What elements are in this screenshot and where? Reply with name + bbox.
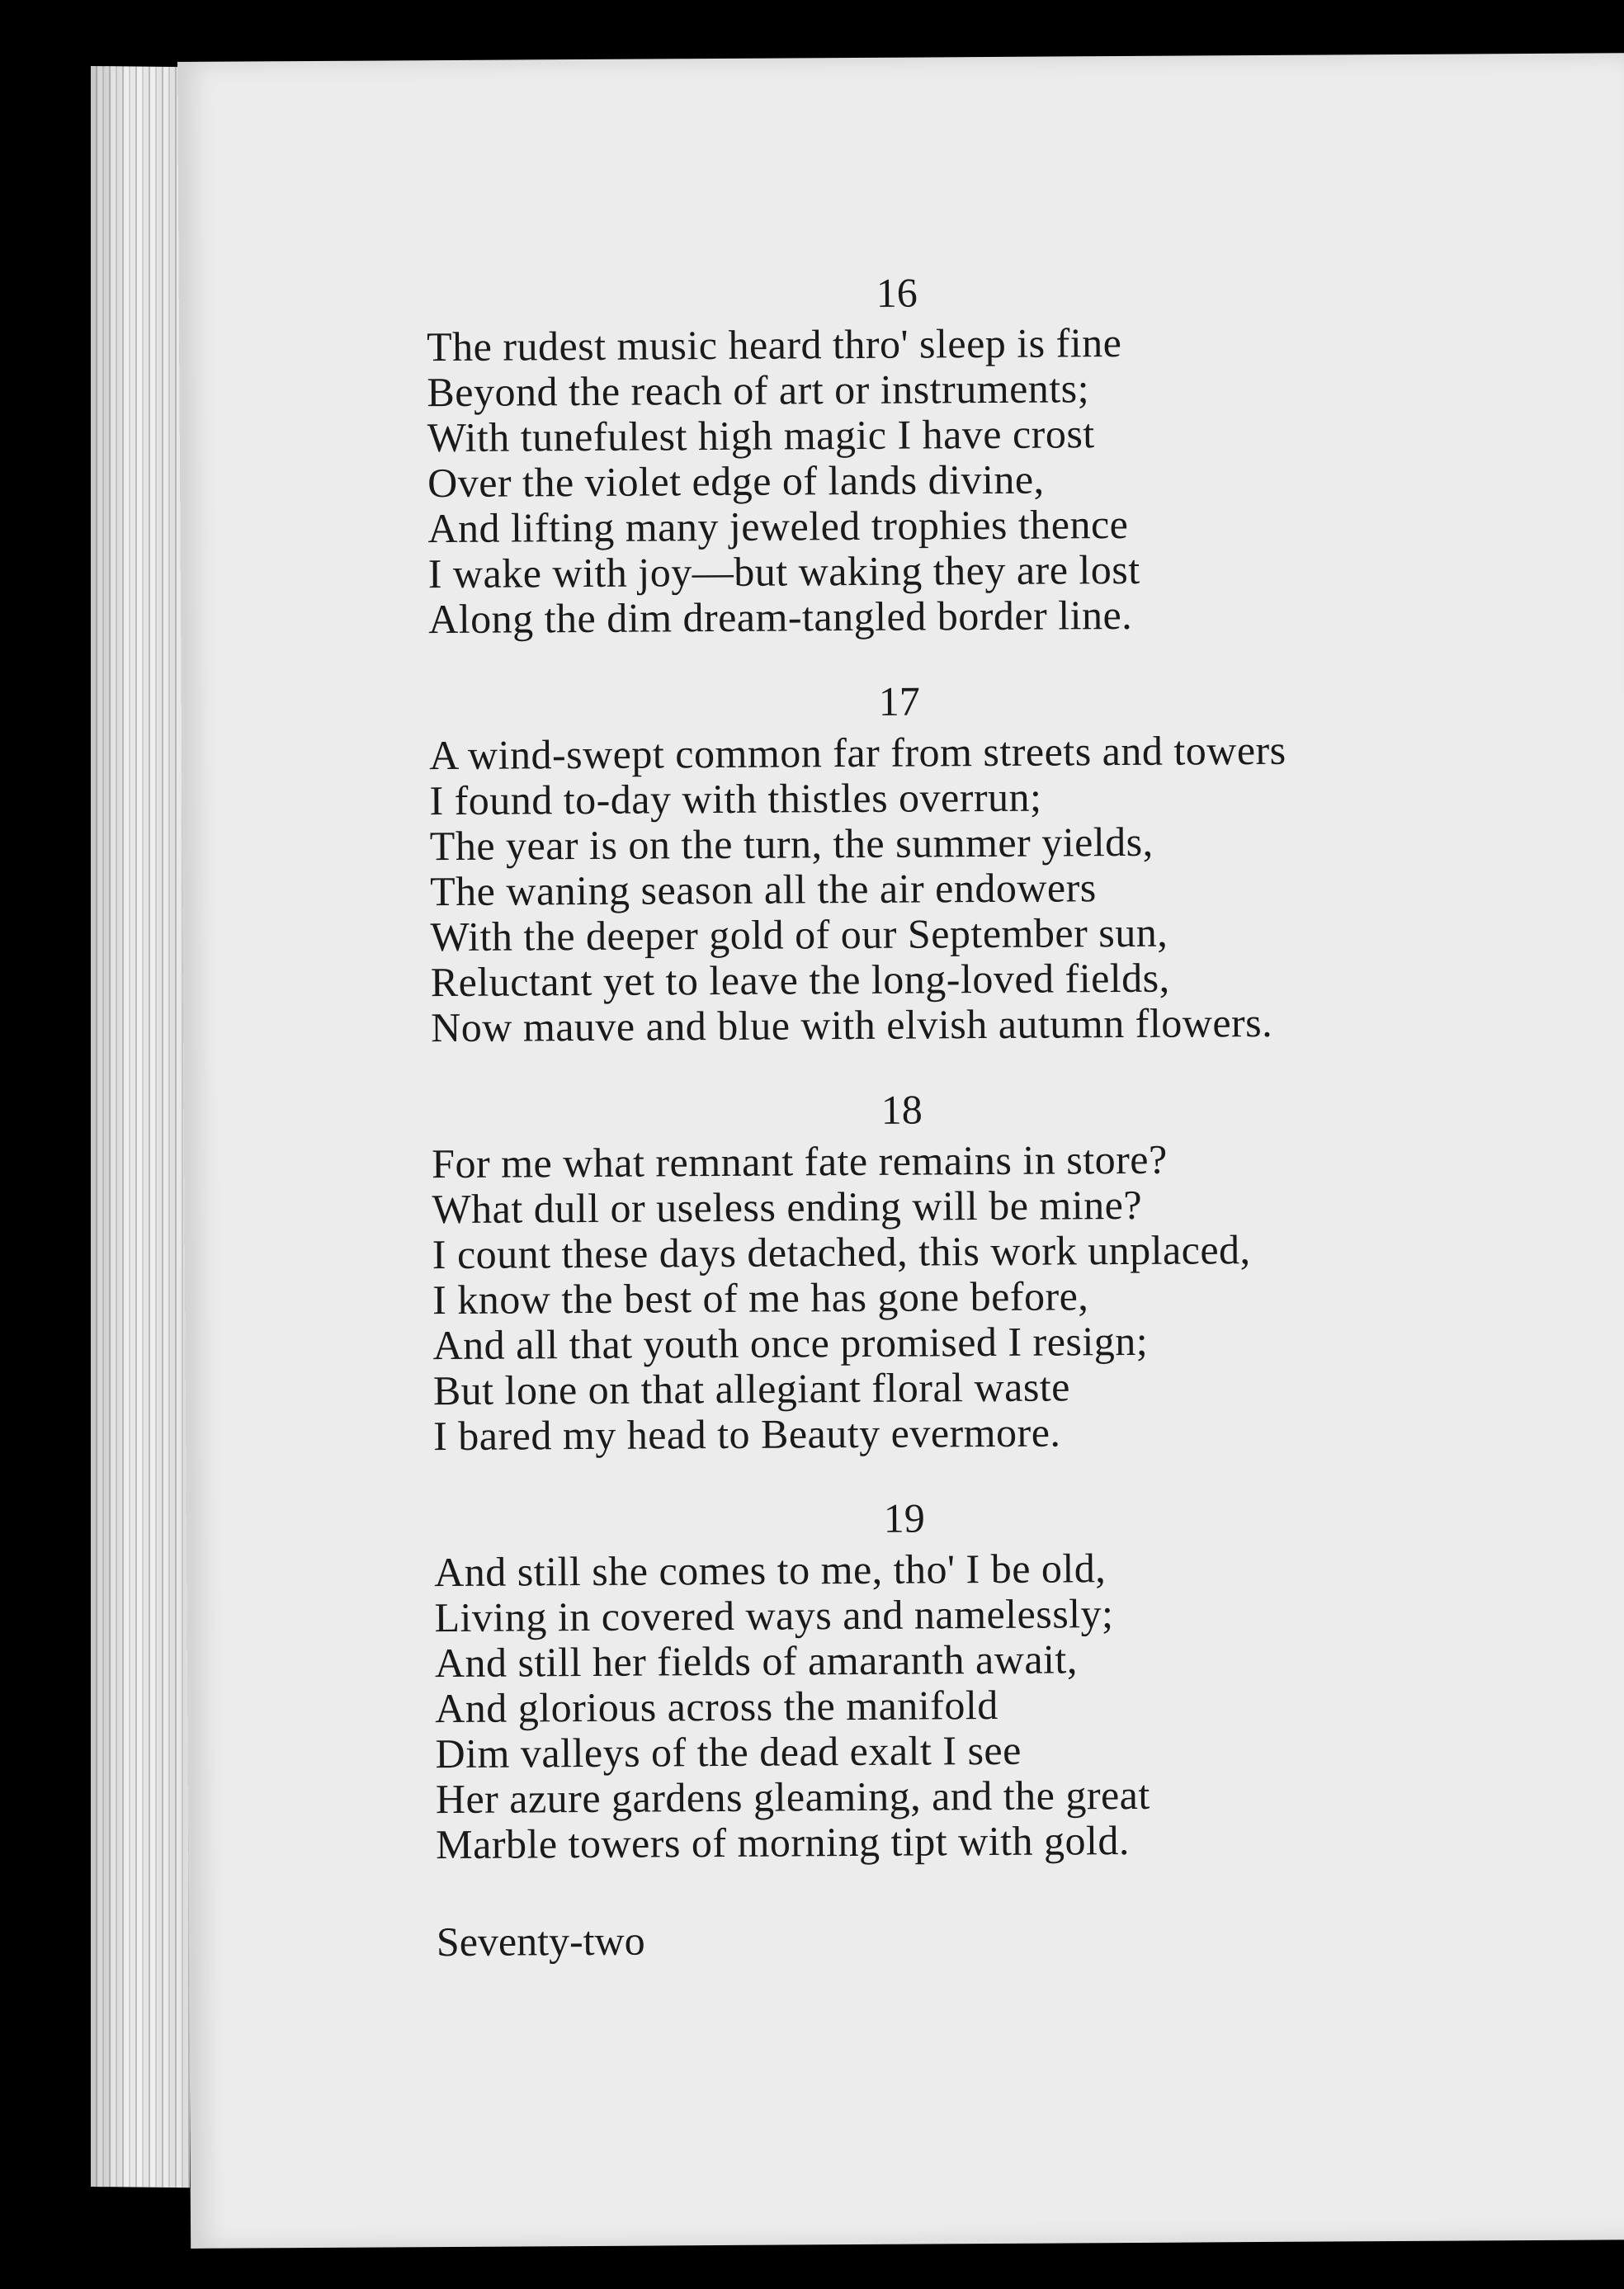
stanza-lines [429,726,1487,1050]
stanza-number: 18 [880,1086,923,1133]
poem-line: Reluctant yet to leave the long-loved fields, [430,954,1170,1006]
poem-line: Beyond the reach of art or instruments; [427,365,1090,416]
stanza-17 [429,668,1488,1050]
poem-line: The rudest music heard thro' sleep is fine [426,319,1122,370]
stanza-number: 17 [878,677,920,724]
poem-line: Now mauve and blue with elvish autumn flowers. [430,998,1273,1051]
stanza-19 [434,1485,1493,1867]
poem-line: A wind-swept common far from streets and towers [428,726,1286,779]
poem-line: Her azure gardens gleaming, and the great [435,1771,1150,1823]
poem-line: For me what remnant fate remains in store? [431,1135,1168,1187]
poem-line: But lone on that allegiant floral waste [432,1363,1071,1414]
poem-line: I found to-day with thistles overrun; [429,773,1042,824]
stanza-16 [427,260,1485,642]
poem-line: Marble towers of morning tipt with gold. [436,1816,1131,1868]
stanza-number: 19 [883,1494,925,1541]
stanza-number: 16 [876,269,918,316]
page-edges [91,66,190,2188]
stanza-lines [432,1135,1489,1459]
poem-line: The year is on the turn, the summer yields, [429,818,1154,870]
page-text [427,260,1494,1966]
poem-line: Living in covered ways and namelessly; [434,1590,1114,1641]
poem-line: And all that youth once promised I resign; [432,1317,1149,1369]
poem-line: Dim valleys of the dead exalt I see [435,1726,1022,1777]
stanza-lines [434,1543,1492,1867]
poem-line: Along the dim dream-tangled border line. [427,591,1133,643]
stanza-lines [427,318,1485,642]
poem-line: And still she comes to me, tho' I be old, [434,1545,1107,1596]
poem-line: The waning season all the air endowers [429,864,1097,915]
poem-line: And glorious across the manifold [435,1681,998,1732]
poem-line: And still her fields of amaranth await, [434,1635,1079,1687]
poem-line: And lifting many jeweled trophies thence [427,500,1129,552]
poem-line: I wake with joy—but waking they are lost [427,545,1140,597]
page-folio: Seventy-two [436,1917,645,1966]
poem-line: Over the violet edge of lands divine, [427,455,1045,507]
stanza-18 [432,1077,1490,1459]
poem-line: With tunefulest high magic I have crost [427,410,1095,461]
poem-line: I count these days detached, this work unplaced, [432,1226,1251,1278]
poem-line: What dull or useless ending will be mine? [432,1181,1143,1233]
poem-line: I know the best of me has gone before, [432,1272,1089,1324]
poem-line: With the deeper gold of our September sun, [430,909,1168,960]
book-page [177,53,1624,2249]
poem-line: I bared my head to Beauty evermore. [433,1409,1061,1460]
